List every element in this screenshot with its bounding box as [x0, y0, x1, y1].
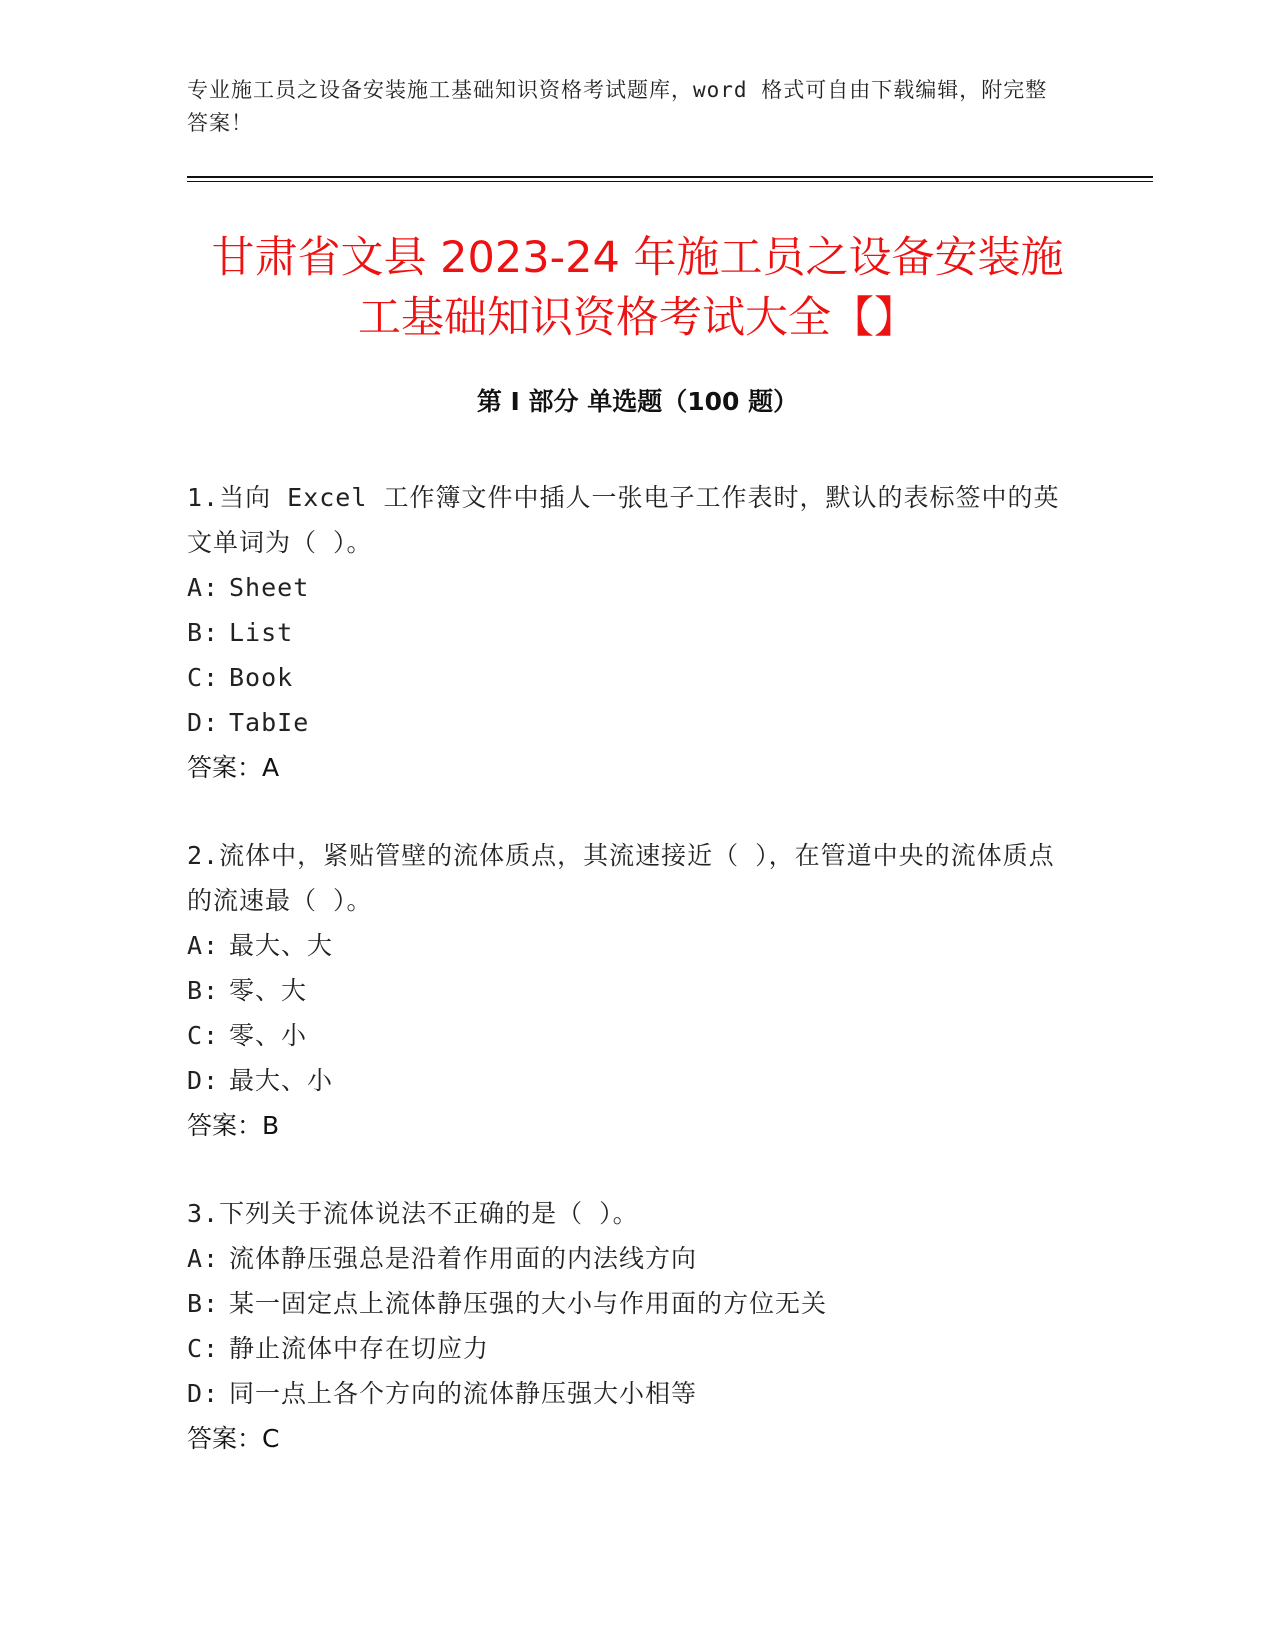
option-text: 零、小: [229, 1021, 308, 1050]
option-text: 静止流体中存在切应力: [229, 1334, 490, 1363]
option-text: 同一点上各个方向的流体静压强大小相等: [229, 1379, 698, 1408]
option-a: [187, 1236, 1067, 1281]
question-stem: 3.下列关于流体说法不正确的是（ ）。: [187, 1199, 639, 1228]
option-key: B:: [187, 1289, 220, 1318]
option-b: [187, 610, 1067, 655]
option-a: [187, 923, 1067, 968]
option-b: [187, 1281, 1067, 1326]
answer-line: 答案：C: [187, 1424, 280, 1453]
question-list: [187, 475, 1067, 1504]
option-c: [187, 1326, 1067, 1371]
option-d: [187, 700, 1067, 745]
option-text: 某一固定点上流体静压强的大小与作用面的方位无关: [229, 1289, 828, 1318]
option-text: 流体静压强总是沿着作用面的内法线方向: [229, 1244, 698, 1273]
option-key: D:: [187, 708, 220, 737]
page-title-line-1: 甘肃省文县 2023-24 年施工员之设备安装施: [211, 233, 1064, 283]
page-title-line-2: 工基础知识资格考试大全【】: [358, 293, 917, 343]
option-text: Sheet: [229, 573, 310, 602]
option-key: C:: [187, 663, 220, 692]
option-key: C:: [187, 1021, 220, 1050]
option-text: TabIe: [229, 708, 310, 737]
option-key: D:: [187, 1066, 220, 1095]
question-stem: 1.当向 Excel 工作簿文件中插人一张电子工作表时，默认的表标签中的英文单词为（ ）。: [187, 483, 1060, 557]
option-key: A:: [187, 1244, 220, 1273]
option-text: 最大、小: [229, 1066, 334, 1095]
option-b: [187, 968, 1067, 1013]
answer-line: 答案：B: [187, 1111, 280, 1140]
question-1: [187, 475, 1067, 790]
option-c: [187, 655, 1067, 700]
option-key: D:: [187, 1379, 220, 1408]
option-d: [187, 1058, 1067, 1103]
question-3: [187, 1191, 1067, 1461]
question-2: [187, 833, 1067, 1148]
section-heading: 第 I 部分 单选题（100 题）: [476, 387, 799, 416]
option-key: A:: [187, 931, 220, 960]
header-note: 专业施工员之设备安装施工基础知识资格考试题库，word 格式可自由下载编辑，附完整答案！: [187, 78, 1048, 135]
question-stem: 2.流体中，紧贴管壁的流体质点，其流速接近（ ），在管道中央的流体质点的流速最（ ）。: [187, 841, 1055, 915]
option-text: 零、大: [229, 976, 308, 1005]
option-key: C:: [187, 1334, 220, 1363]
header-divider-thick: [187, 176, 1153, 178]
option-key: B:: [187, 976, 220, 1005]
answer-line: 答案：A: [187, 753, 280, 782]
option-d: [187, 1371, 1067, 1416]
option-a: [187, 565, 1067, 610]
option-text: Book: [229, 663, 294, 692]
option-c: [187, 1013, 1067, 1058]
option-key: A:: [187, 573, 220, 602]
option-text: List: [229, 618, 294, 647]
page-title: [150, 228, 1125, 348]
option-key: B:: [187, 618, 220, 647]
option-text: 最大、大: [229, 931, 334, 960]
header-divider-thin: [187, 181, 1153, 182]
